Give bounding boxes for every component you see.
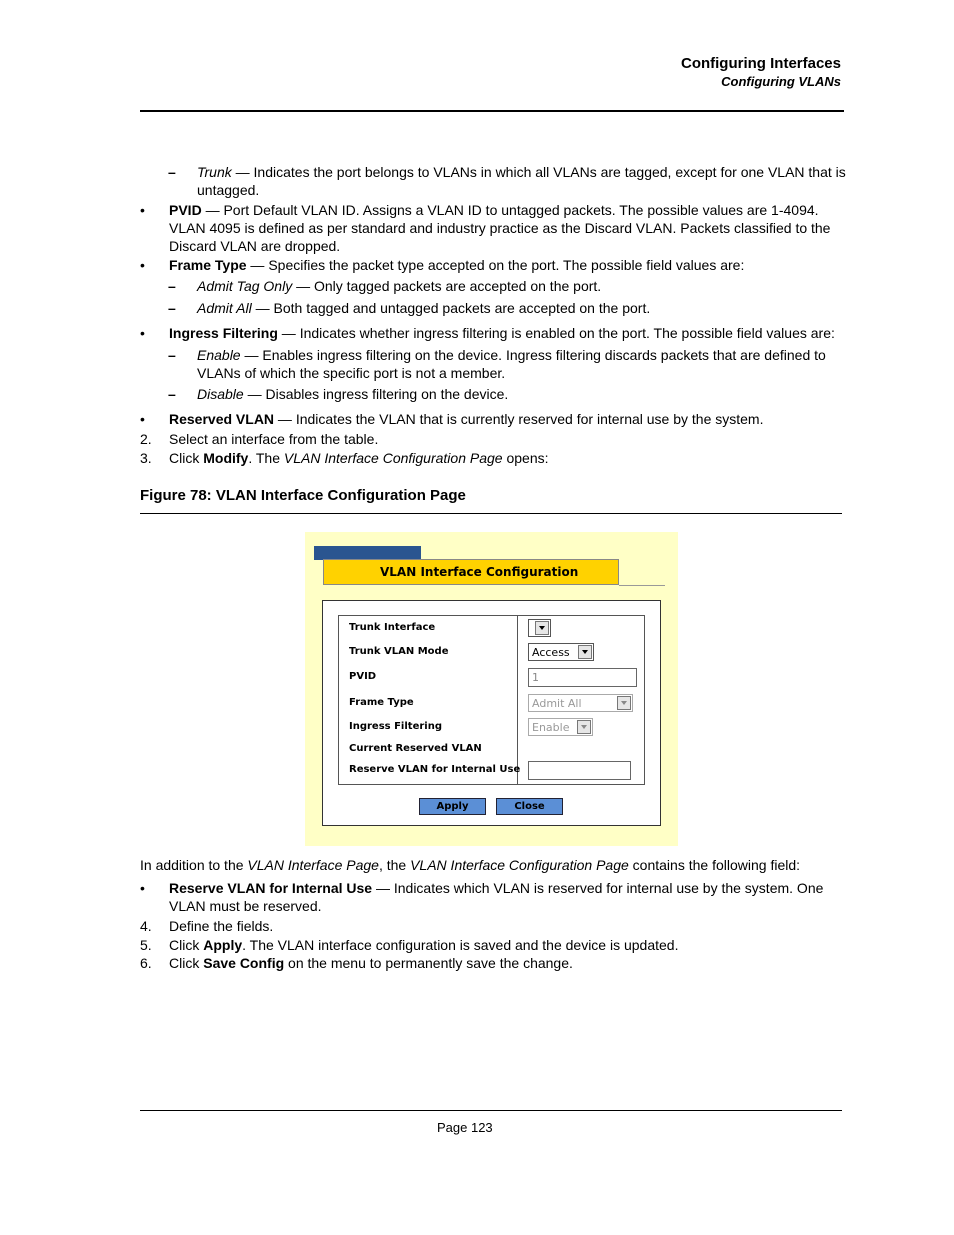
desc: — Indicates the port belongs to VLANs in which all VLANs are tagged, except for one VLAN that is	[231, 164, 846, 180]
term: Frame Type	[169, 257, 247, 273]
desc: — Indicates which VLAN is reserved for internal use by the system. One	[372, 880, 824, 896]
frame-type-select[interactable]	[528, 694, 633, 712]
admit-tag-item	[197, 278, 601, 295]
text: In addition to the	[140, 857, 248, 873]
page-term: VLAN Interface Configuration Page	[283, 450, 503, 466]
chevron-down-icon	[578, 645, 592, 659]
title-tab-accent	[314, 546, 421, 560]
label-trunk-vlan-mode: Trunk VLAN Mode	[349, 646, 449, 657]
dash-marker: –	[168, 278, 176, 294]
frame-type-item	[169, 257, 744, 274]
term: Disable	[197, 386, 244, 402]
desc: — Specifies the packet type accepted on the port. The possible field values are:	[246, 257, 745, 273]
figure-caption: Figure 78: VLAN Interface Configuration Page	[140, 487, 466, 504]
text: opens:	[502, 450, 549, 466]
chevron-down-icon	[617, 696, 631, 710]
reserved-vlan-item	[169, 411, 764, 428]
enable-item-cont: VLANs of which the specific port is not a member.	[197, 365, 506, 381]
trunk-vlan-mode-select[interactable]	[528, 643, 594, 661]
step-6	[169, 955, 573, 972]
admit-all-item	[197, 300, 650, 317]
save-config-term: Save Config	[203, 955, 285, 971]
step-number: 2.	[140, 431, 152, 447]
apply-term: Apply	[203, 937, 243, 953]
ingress-filtering-select[interactable]	[528, 718, 593, 736]
select-value: Access	[532, 646, 570, 659]
term: Reserved VLAN	[169, 411, 275, 427]
pvid-input[interactable]	[528, 668, 637, 687]
label-current-reserved-vlan: Current Reserved VLAN	[349, 743, 482, 754]
desc: — Both tagged and untagged packets are accepted on the port.	[251, 300, 651, 316]
reserve-vlan-input[interactable]	[528, 761, 631, 780]
trunk-item-cont: untagged.	[197, 182, 260, 198]
pvid-item-cont: VLAN 4095 is defined as per standard and industry practice as the Discard VLAN. Packets classified to the	[169, 220, 831, 236]
term: Enable	[197, 347, 241, 363]
header-rule	[140, 110, 844, 112]
page-term: VLAN Interface Page	[247, 857, 379, 873]
intro-paragraph	[140, 857, 800, 874]
step-4: Define the fields.	[169, 918, 274, 934]
text: Click	[169, 937, 204, 953]
footer-rule	[140, 1110, 842, 1111]
apply-button[interactable]: Apply	[419, 798, 486, 815]
reserve-vlan-item	[169, 880, 823, 897]
text: , the	[378, 857, 411, 873]
step-number: 6.	[140, 955, 152, 971]
step-3	[169, 450, 549, 467]
title-tab-line	[619, 585, 665, 586]
term: Ingress Filtering	[169, 325, 278, 341]
step-number: 4.	[140, 918, 152, 934]
bullet-marker: •	[140, 202, 145, 218]
form-column-divider	[517, 616, 518, 784]
step-5	[169, 937, 678, 954]
page-number: Page 123	[437, 1120, 493, 1135]
dash-marker: –	[168, 386, 176, 402]
reserve-vlan-item-cont: VLAN must be reserved.	[169, 898, 322, 914]
term: Trunk	[197, 164, 232, 180]
screen-title: VLAN Interface Configuration	[380, 565, 579, 579]
enable-item	[197, 347, 826, 364]
term: Reserve VLAN for Internal Use	[169, 880, 373, 896]
text: . The	[248, 450, 284, 466]
input-value: 1	[532, 671, 539, 684]
desc: — Disables ingress filtering on the device.	[243, 386, 509, 402]
dash-marker: –	[168, 347, 176, 363]
chevron-down-icon	[535, 621, 549, 635]
text: Click	[169, 955, 204, 971]
bullet-marker: •	[140, 325, 145, 341]
bullet-marker: •	[140, 411, 145, 427]
pvid-item-cont: Discard VLAN are dropped.	[169, 238, 341, 254]
term: Admit All	[197, 300, 252, 316]
figure-rule	[140, 513, 842, 514]
term: PVID	[169, 202, 202, 218]
desc: — Enables ingress filtering on the device. Ingress filtering discards packets that are defined to	[240, 347, 826, 363]
running-header-subtitle: Configuring VLANs	[721, 74, 841, 89]
label-ingress-filtering: Ingress Filtering	[349, 721, 442, 732]
desc: — Port Default VLAN ID. Assigns a VLAN ID to untagged packets. The possible values are 1-4094.	[201, 202, 819, 218]
text: . The VLAN interface configuration is saved and the device is updated.	[242, 937, 679, 953]
step-number: 3.	[140, 450, 152, 466]
ingress-item	[169, 325, 835, 342]
desc: — Only tagged packets are accepted on the port.	[292, 278, 602, 294]
modify-term: Modify	[203, 450, 249, 466]
text: contains the following field:	[628, 857, 801, 873]
dash-marker: –	[168, 300, 176, 316]
page-term: VLAN Interface Configuration Page	[410, 857, 629, 873]
label-pvid: PVID	[349, 671, 377, 682]
label-trunk-interface: Trunk Interface	[349, 622, 436, 633]
label-reserve-vlan-internal: Reserve VLAN for Internal Use	[349, 764, 521, 775]
pvid-item	[169, 202, 819, 219]
term: Admit Tag Only	[197, 278, 293, 294]
bullet-marker: •	[140, 257, 145, 273]
trunk-interface-select[interactable]	[528, 619, 551, 637]
text: Click	[169, 450, 204, 466]
desc: — Indicates the VLAN that is currently reserved for internal use by the system.	[274, 411, 764, 427]
trunk-item	[197, 164, 846, 181]
close-button[interactable]: Close	[496, 798, 563, 815]
select-value: Admit All	[532, 697, 582, 710]
step-number: 5.	[140, 937, 152, 953]
chevron-down-icon	[577, 720, 591, 734]
running-header-title: Configuring Interfaces	[680, 55, 841, 72]
select-value: Enable	[532, 721, 570, 734]
text: on the menu to permanently save the change.	[284, 955, 573, 971]
dash-marker: –	[168, 164, 176, 180]
disable-item	[197, 386, 508, 403]
step-2: Select an interface from the table.	[169, 431, 379, 447]
label-frame-type: Frame Type	[349, 697, 414, 708]
bullet-marker: •	[140, 880, 145, 896]
desc: — Indicates whether ingress filtering is enabled on the port. The possible field values are:	[277, 325, 835, 341]
